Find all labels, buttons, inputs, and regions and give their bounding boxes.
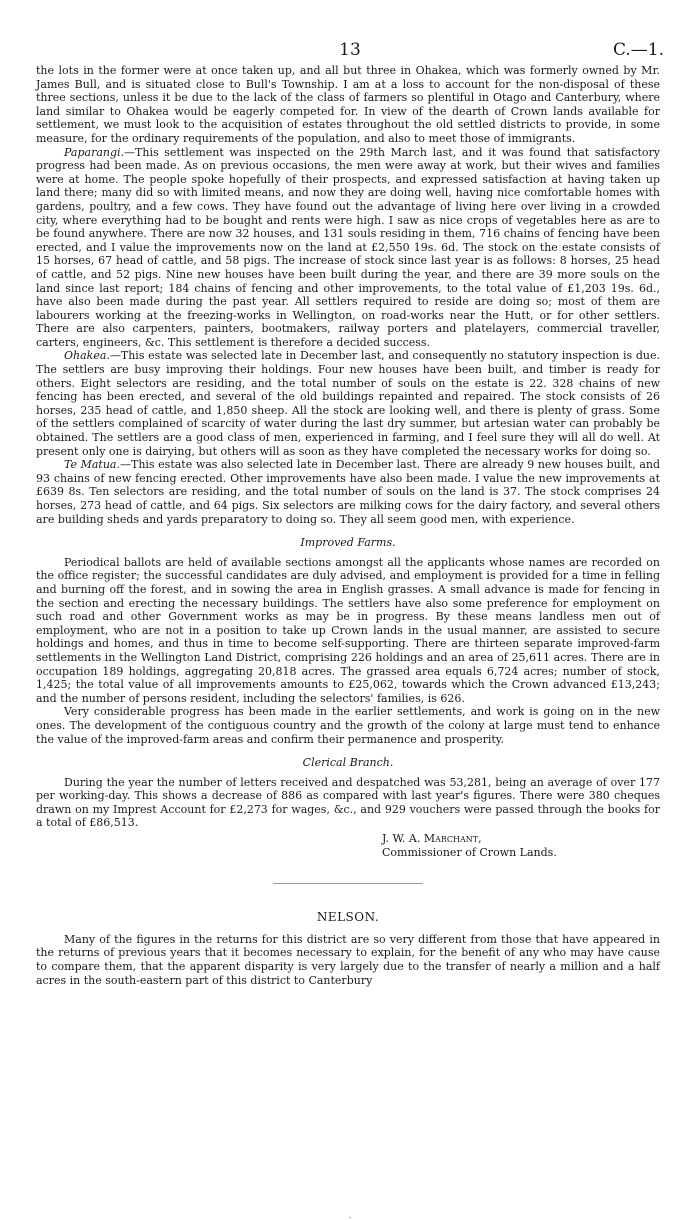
section-heading-improved-farms: Improved Farms. [300, 536, 396, 550]
paragraph-ohakea [36, 349, 660, 458]
page-number: 13 [339, 40, 361, 60]
signature-title: Commissioner of Crown Lands. [382, 845, 557, 859]
paragraph-ohakea-text: —This estate was selected late in December last, and consequently no statutory inspection is due. The settlers are busy improving their holdings. Four new houses have been built, and timber is ready for others. Eight selectors are residing, and the total number of souls on the estate is 22. 328 chains of new fencing has been erected, and several of the old buildings repainted and repaired. The stock consists of 26 horses, 235 head of cattle, and 1,850 sheep. All the stock are looking well, and there is plenty of grass. Some of the settlers complained of scarcity of water during the last dry summer, but artesian water can probably be obtained. The settlers are a good class of men, experienced in farming, and I feel sure they will all do well. At present only one is dairying, but others will as soon as they have completed the necessary works for doing so. [36, 349, 660, 458]
signature-block [36, 832, 660, 859]
footer-mark: . [348, 1211, 352, 1220]
paragraph-lots-continuation: the lots in the former were at once taken up, and all but three in Ohakea, which was formerly owned by Mr. James Bull, and is situated close to Bull's Township. I am at a loss to account for the non-disposal of these three sections, unless it be due to the lack of the class of farmers so plentiful in Otago and Canterbury, where land similar to Ohakea would be eagerly competed for. In view of the dearth of Crown lands available for settlement, we must look to the acquisition of estates throughout the old settled districts to provide, in some measure, for the ordinary requirements of the population, and also to meet those of immigrants. [36, 64, 660, 145]
page-header [36, 40, 664, 60]
paragraph-paparangi [36, 146, 660, 350]
section-heading-clerical-branch: Clerical Branch. [302, 756, 394, 770]
district-heading-nelson: NELSON. [316, 910, 380, 925]
signature-name: J. W. A. Marchant, [382, 832, 482, 846]
paragraph-improved-farms: Periodical ballots are held of available sections amongst all the applicants whose names are recorded on the office register; the successful candidates are duly advised, and employment is provided for a time in felling and burning off the forest, and in sowing the area in English grasses. A small advance is made for fencing in the section and erecting the necessary buildings. The settlers have also some preference for employment on such road and other Government works as may be in progress. By these means landless men out of employment, who are not in a position to take up Crown lands in the usual manner, are assisted to secure holdings and homes, and thus in time to become self-supporting. There are thirteen separate improved-farm settlements in the Wellington Land District, comprising 226 holdings and an area of 25,611 acres. There are in occupation 189 holdings, aggregating 20,818 acres. The grassed area equals 6,724 acres; number of stock, 1,425; the total value of all improvements amounts to £25,062, towards which the Crown advanced £13,243; and the number of persons resident, including the selectors' families, is 626. [36, 555, 660, 705]
paragraph-improved-farms-progress: Very considerable progress has been made in the earlier settlements, and work is going on in the new ones. The development of the contiguous country and the growth of the colony at large must tend to enhance the value of the improved-farm areas and confirm their permanence and prosperity. [36, 705, 660, 746]
paragraph-nelson: Many of the figures in the returns for this district are so very different from those that have appeared in the returns of previous years that it becomes necessary to explain, for the benefit of any who may have cause to compare them, that the apparent disparity is very largely due to the transfer of nearly a million and a half acres in the south-eastern part of this district to Canterbury [36, 932, 660, 987]
settlement-title-ohakea: Ohakea. [64, 349, 110, 363]
paragraph-te-matua-text: —This estate was also selected late in December last. There are already 9 new houses built, and 93 chains of new fencing erected. Other improvements have also been made. I value the new improvements at £639 8s. Ten selectors are residing, and the total number of souls on the land is 37. The stock comprises 24 horses, 273 head of cattle, and 64 pigs. Six selectors are milking cows for the dairy factory, and several others are building sheds and yards preparatory to doing so. They all seem good men, with experience. [36, 458, 661, 526]
paragraph-te-matua [36, 458, 660, 526]
paragraph-clerical-branch: During the year the number of letters received and despatched was 53,281, being an average of over 177 per working-day. This shows a decrease of 886 as compared with last year's figures. There were 380 cheques drawn on my Imprest Account for £2,273 for wages, &c., and 929 vouchers were passed through the books for a total of £86,513. [36, 775, 660, 830]
settlement-title-te-matua: Te Matua. [64, 458, 120, 472]
paragraph-paparangi-text: —This settlement was inspected on the 29th March last, and it was found that satisfactory progress had been made. As on previous occasions, the men were away at work, but their wives and families were at home. The people spoke hopefully of their prospects, and expressed satisfaction at having taken up land there; many did so with limited means, and now they are doing well, having nice comfortable homes with gardens, poultry, and a few cows. They have found out the advantage of living here over living in a crowded city, where everything had to be bought and rents were high. I saw as nice crops of vegetables here as are to be found anywhere. There are now 32 houses, and 131 souls residing in them, 716 chains of fencing have been erected, and I value the improvements now on the land at £2,550 19s. 6d. The stock on the estate consists of 15 horses, 67 head of cattle, and 58 pigs. The increase of stock since last year is as follows: 8 horses, 25 head of cattle, and 52 pigs. Nine new houses have been built during the year, and there are 39 more souls on the land since last report; 184 chains of fencing and other improvements, to the total value of £1,203 19s. 6d., have also been made during the past year. All settlers required to reside are doing so; most of them are labourers working at the freezing-works in Wellington, on road-works near the Hutt, or for other settlers. There are also carpenters, painters, bootmakers, railway porters and platelayers, commercial traveller, carters, engineers, &c. This settlement is therefore a decided success. [36, 145, 660, 349]
settlement-title-paparangi: Paparangi. [64, 145, 125, 159]
report-body [36, 64, 660, 987]
document-reference: C.—1. [612, 40, 664, 60]
section-divider [273, 883, 423, 885]
